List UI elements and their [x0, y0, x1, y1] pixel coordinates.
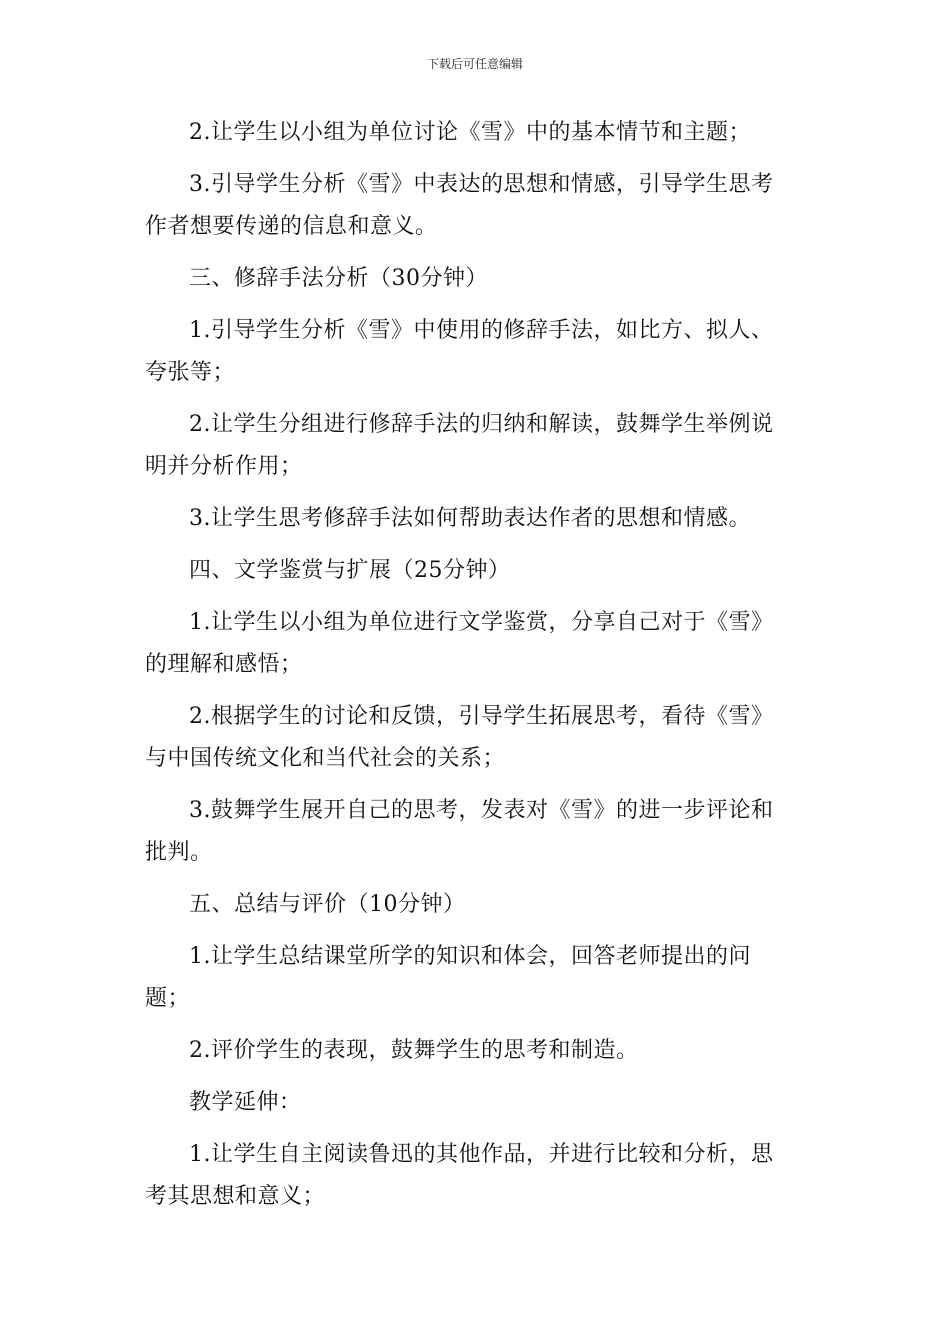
paragraph-rhetoric-groups: 2.让学生分组进行修辞手法的归纳和解读，鼓舞学生举例说明并分析作用； [145, 412, 774, 479]
paragraph-appreciation-share: 1.让学生以小组为单位进行文学鉴赏，分享自己对于《雪》的理解和感悟； [145, 610, 774, 677]
section-heading-summary: 五、总结与评价（10分钟） [189, 892, 466, 917]
paragraph-discuss-plot: 2.让学生以小组为单位讨论《雪》中的基本情节和主题； [189, 120, 751, 145]
paragraph-appreciation-critique: 3.鼓舞学生展开自己的思考，发表对《雪》的进一步评论和批判。 [145, 798, 774, 865]
section-heading-rhetoric: 三、修辞手法分析（30分钟） [189, 266, 488, 291]
paragraph-rhetoric-reflect: 3.让学生思考修辞手法如何帮助表达作者的思想和情感。 [189, 506, 751, 531]
paragraph-appreciation-extend: 2.根据学生的讨论和反馈，引导学生拓展思考，看待《雪》与中国传统文化和当代社会的关系； [145, 704, 774, 771]
paragraph-summary-recap: 1.让学生总结课堂所学的知识和体会，回答老师提出的问题； [145, 944, 751, 1011]
section-heading-extension: 教学延伸： [189, 1090, 302, 1115]
document-body [145, 112, 795, 1228]
paragraph-summary-evaluate: 2.评价学生的表现，鼓舞学生的思考和制造。 [189, 1038, 639, 1063]
page-header: 下载后可任意编辑 [426, 57, 523, 71]
paragraph-extension-reading: 1.让学生自主阅读鲁迅的其他作品，并进行比较和分析，思考其思想和意义； [145, 1142, 774, 1209]
paragraph-rhetoric-analysis: 1.引导学生分析《雪》中使用的修辞手法，如比方、拟人、夸张等； [145, 318, 774, 385]
paragraph-analyze-thought: 3.引导学生分析《雪》中表达的思想和情感，引导学生思考作者想要传递的信息和意义。 [145, 172, 774, 239]
section-heading-appreciation: 四、文学鉴赏与扩展（25分钟） [189, 558, 511, 583]
